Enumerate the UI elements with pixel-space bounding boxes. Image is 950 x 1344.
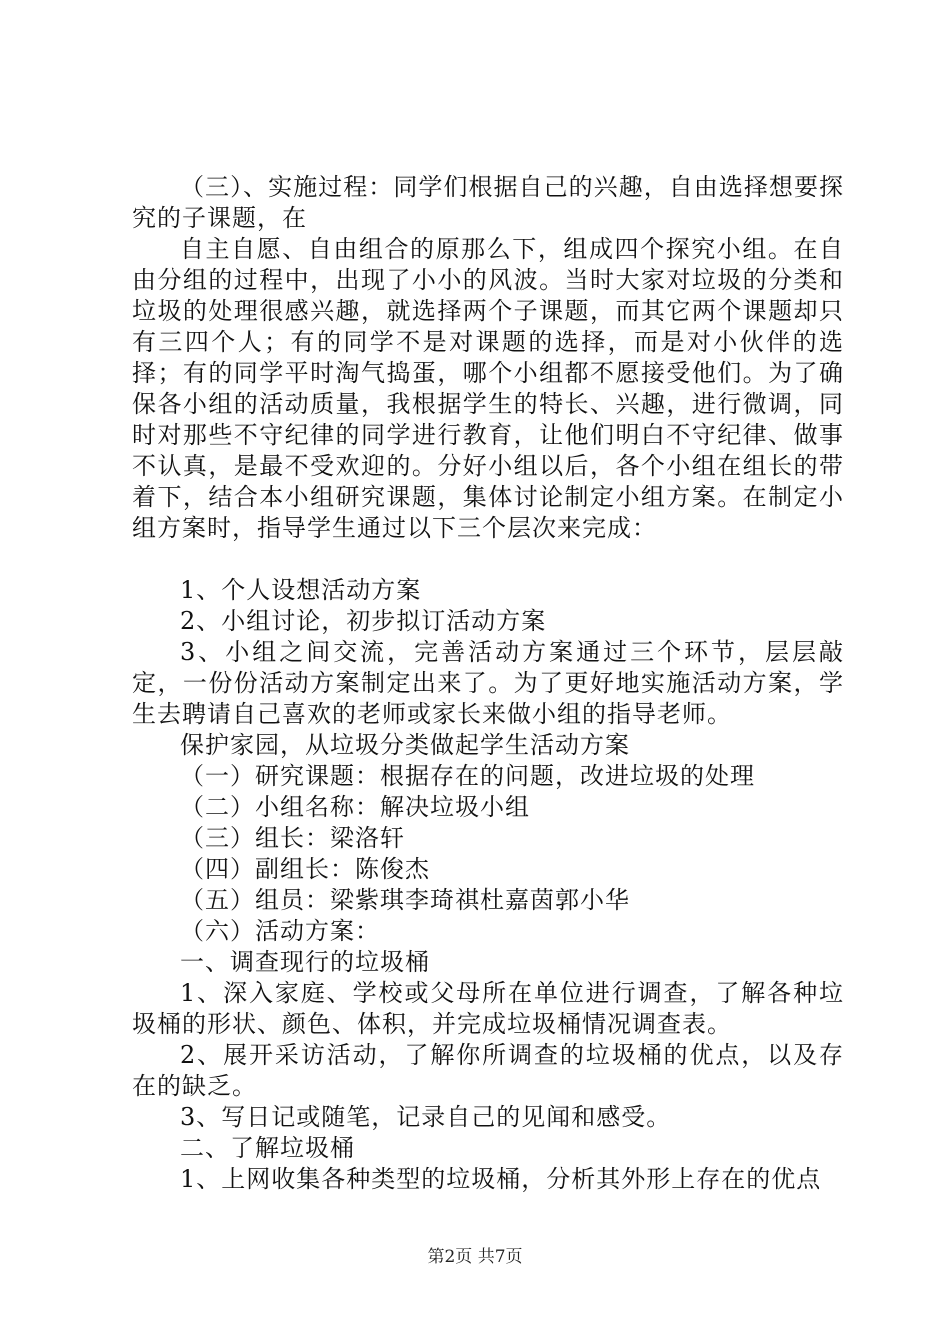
document-body <box>132 172 844 1195</box>
paragraph-step-1: 1、个人设想活动方案 <box>180 576 422 604</box>
survey-item-2: 2、展开采访活动，了解你所调查的垃圾桶的优点，以及存在的缺乏。 <box>132 1041 844 1100</box>
section-heading-understand: 二、了解垃圾桶 <box>180 1134 355 1162</box>
paragraph-implementation-process: （三）、实施过程：同学们根据自己的兴趣，自由选择想要探究的子课题，在 <box>132 173 844 232</box>
section-heading-survey: 一、调查现行的垃圾桶 <box>180 948 430 976</box>
plan-item-activity-plan: （六）活动方案： <box>180 917 380 945</box>
understand-item-1: 1、上网收集各种类型的垃圾桶，分析其外形上存在的优点 <box>180 1165 822 1193</box>
plan-item-group-name: （二）小组名称：解决垃圾小组 <box>180 793 530 821</box>
plan-title: 保护家园，从垃圾分类做起学生活动方案 <box>180 731 630 759</box>
paragraph-step-3: 3、小组之间交流，完善活动方案通过三个环节，层层敲定，一份份活动方案制定出来了。为了更好地实施活动方案，学生去聘请自己喜欢的老师或家长来做小组的指导老师。 <box>132 638 844 728</box>
paragraph-grouping-story: 自主自愿、自由组合的原那么下，组成四个探究小组。在自由分组的过程中，出现了小小的风波。当时大家对垃圾的分类和垃圾的处理很感兴趣，就选择两个子课题，而其它两个课题却只有三四个人；有的同学不是对课题的选择，而是对小伙伴的选择；有的同学平时淘气捣蛋，哪个小组都不愿接受他们。为了确保各小组的活动质量，我根据学生的特长、兴趣，进行微调，同时对那些不守纪律的同学进行教育，让他们明白不守纪律、做事不认真，是最不受欢迎的。分好小组以后，各个小组在组长的带着下，结合本小组研究课题，集体讨论制定小组方案。在制定小组方案时，指导学生通过以下三个层次来完成： <box>132 235 844 542</box>
paragraph-step-2: 2、小组讨论，初步拟订活动方案 <box>180 607 547 635</box>
survey-item-3: 3、写日记或随笔，记录自己的见闻和感受。 <box>180 1103 672 1131</box>
survey-item-1: 1、深入家庭、学校或父母所在单位进行调查，了解各种垃圾桶的形状、颜色、体积，并完成垃圾桶情况调查表。 <box>132 979 844 1038</box>
plan-item-leader: （三）组长：梁洛轩 <box>180 824 405 852</box>
plan-item-deputy-leader: （四）副组长：陈俊杰 <box>180 855 430 883</box>
page-footer: 第2页 共7页 <box>427 1247 523 1267</box>
plan-item-members: （五）组员：梁紫琪李琦祺杜嘉茵郭小华 <box>180 886 630 914</box>
plan-item-topic: （一）研究课题：根据存在的问题，改进垃圾的处理 <box>180 762 755 790</box>
